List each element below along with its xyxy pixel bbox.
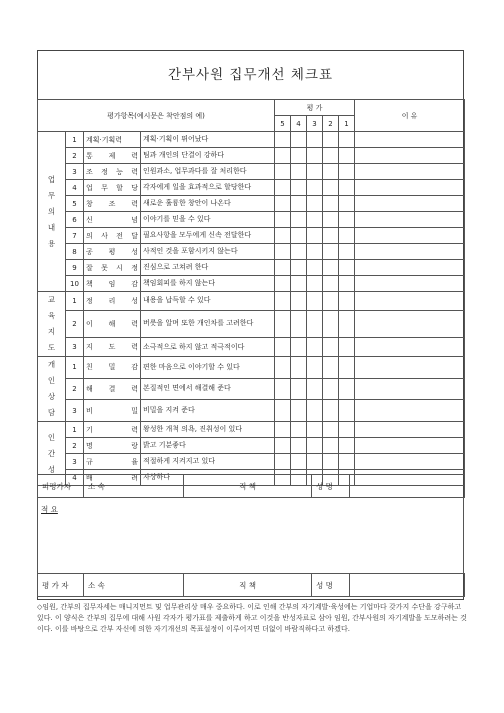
score-col-header: 5	[275, 116, 291, 132]
item-description: 왕성한 개척 의욕, 진취성이 있다	[141, 422, 275, 438]
item-name: 정 리 성	[84, 292, 141, 311]
group-label-char: 간	[47, 448, 56, 458]
item-description: 내용을 납득할 수 있다	[141, 292, 275, 311]
item-name: 창 조 력	[84, 196, 141, 212]
score-cell[interactable]	[339, 454, 355, 470]
score-cell[interactable]	[291, 310, 307, 338]
score-cell[interactable]	[275, 228, 291, 244]
score-cell[interactable]	[291, 180, 307, 196]
item-number: 3	[66, 338, 84, 357]
score-cell[interactable]	[323, 148, 339, 164]
score-cell[interactable]	[307, 212, 323, 228]
item-number: 6	[66, 212, 84, 228]
item-description: 계획·기획이 뛰어났다	[141, 132, 275, 148]
opinion-box[interactable]	[37, 497, 464, 573]
item-name: 규 율	[84, 454, 141, 470]
table-row	[38, 310, 465, 338]
score-cell[interactable]	[339, 164, 355, 180]
score-cell[interactable]	[339, 292, 355, 311]
item-number: 4	[66, 470, 84, 486]
score-cell[interactable]	[323, 378, 339, 400]
item-description: 버릇을 알며 또한 개인차를 고려한다	[141, 310, 275, 338]
group-label	[38, 132, 66, 292]
score-cell[interactable]	[275, 180, 291, 196]
evaluator-row	[37, 573, 465, 597]
score-cell[interactable]	[291, 164, 307, 180]
group-label-char: 도	[47, 343, 56, 352]
reason-cell[interactable]	[355, 132, 465, 148]
reason-cell[interactable]	[355, 438, 465, 454]
items-header: 평가항목(예시문은 착안점의 예)	[38, 100, 275, 132]
score-cell[interactable]	[291, 244, 307, 260]
score-cell[interactable]	[339, 378, 355, 400]
score-cell[interactable]	[339, 276, 355, 292]
table-row	[38, 244, 465, 260]
table-row	[38, 357, 465, 379]
item-description: 팀과 개인의 단결이 강하다	[141, 148, 275, 164]
evaluatee-dept-label: 소 속	[84, 475, 184, 498]
score-cell[interactable]	[275, 260, 291, 276]
reason-cell[interactable]	[355, 357, 465, 379]
score-cell[interactable]	[291, 338, 307, 357]
evaluation-table	[37, 99, 465, 486]
score-cell[interactable]	[307, 148, 323, 164]
item-number: 10	[66, 276, 84, 292]
table-row	[38, 378, 465, 400]
group-label-char: 내	[47, 222, 56, 232]
evaluatee-position-label: 직 책	[184, 475, 312, 498]
item-name: 계획·기획력	[84, 132, 141, 148]
item-description: 책임회피를 하지 않는다	[141, 276, 275, 292]
score-cell[interactable]	[323, 276, 339, 292]
score-cell[interactable]	[275, 212, 291, 228]
reason-header: 이 유	[355, 100, 465, 132]
item-number: 1	[66, 357, 84, 379]
group-label-char: 용	[47, 238, 56, 248]
item-number: 1	[66, 292, 84, 311]
checklist-form	[37, 50, 464, 600]
item-number: 8	[66, 244, 84, 260]
evaluator-name-label: 성 명	[312, 574, 350, 597]
score-cell[interactable]	[339, 228, 355, 244]
group-label-char: 업	[47, 174, 56, 184]
item-description: 편한 마음으로 이야기할 수 있다	[141, 357, 275, 379]
score-cell[interactable]	[339, 400, 355, 422]
group-label-char: 인	[47, 432, 56, 442]
item-number: 5	[66, 196, 84, 212]
score-cell[interactable]	[323, 438, 339, 454]
item-name: 의 사 전 달	[84, 228, 141, 244]
group-label-char: 교	[47, 295, 56, 304]
score-cell[interactable]	[275, 357, 291, 379]
score-cell[interactable]	[323, 338, 339, 357]
score-cell[interactable]	[291, 148, 307, 164]
score-cell[interactable]	[307, 378, 323, 400]
score-cell[interactable]	[275, 244, 291, 260]
item-name: 기 력	[84, 422, 141, 438]
score-col-header: 4	[291, 116, 307, 132]
table-row	[38, 400, 465, 422]
item-description: 이야기를 믿을 수 있다	[141, 212, 275, 228]
score-cell[interactable]	[339, 338, 355, 357]
reason-cell[interactable]	[355, 196, 465, 212]
item-number: 1	[66, 132, 84, 148]
table-row	[38, 164, 465, 180]
group-label-char: 성	[47, 464, 56, 474]
score-cell[interactable]	[323, 310, 339, 338]
score-cell[interactable]	[307, 422, 323, 438]
score-cell[interactable]	[307, 338, 323, 357]
score-cell[interactable]	[291, 292, 307, 311]
item-number: 2	[66, 310, 84, 338]
item-name: 배 려	[84, 470, 141, 486]
evaluatee-label: 피평가자	[38, 475, 84, 498]
score-cell[interactable]	[323, 132, 339, 148]
item-number: 2	[66, 438, 84, 454]
score-cell[interactable]	[323, 212, 339, 228]
item-number: 3	[66, 400, 84, 422]
score-cell[interactable]	[275, 276, 291, 292]
reason-cell[interactable]	[355, 422, 465, 438]
score-cell[interactable]	[339, 422, 355, 438]
group-label-char: 개	[47, 360, 56, 369]
table-row	[38, 180, 465, 196]
item-description: 적절하게 지켜지고 있다	[141, 454, 275, 470]
item-name: 책 임 감	[84, 276, 141, 292]
score-cell[interactable]	[307, 180, 323, 196]
score-cell[interactable]	[275, 338, 291, 357]
score-cell[interactable]	[275, 422, 291, 438]
score-cell[interactable]	[291, 378, 307, 400]
group-label-char: 육	[47, 311, 56, 320]
item-name: 조 정 능 력	[84, 164, 141, 180]
score-cell[interactable]	[323, 422, 339, 438]
group-label-char: 무	[47, 190, 56, 200]
reason-cell[interactable]	[355, 260, 465, 276]
score-cell[interactable]	[323, 244, 339, 260]
group-label	[38, 292, 66, 357]
item-name: 이 해 력	[84, 310, 141, 338]
table-row	[38, 132, 465, 148]
group-label-char: 상	[47, 392, 56, 401]
score-col-header: 1	[339, 116, 355, 132]
score-cell[interactable]	[323, 164, 339, 180]
score-cell[interactable]	[307, 400, 323, 422]
score-cell[interactable]	[291, 438, 307, 454]
score-cell[interactable]	[323, 454, 339, 470]
evaluator-dept-label: 소 속	[84, 574, 184, 597]
item-name: 신 념	[84, 212, 141, 228]
score-cell[interactable]	[323, 228, 339, 244]
item-description: 비밀을 지켜 준다	[141, 400, 275, 422]
score-cell[interactable]	[307, 310, 323, 338]
reason-cell[interactable]	[355, 244, 465, 260]
score-cell[interactable]	[307, 228, 323, 244]
item-number: 9	[66, 260, 84, 276]
item-description: 인원과소, 업무과다를 잘 처리한다	[141, 164, 275, 180]
item-description: 각자에게 일을 효과적으로 할당한다	[141, 180, 275, 196]
evaluator-label: 평 가 자	[38, 574, 84, 597]
score-cell[interactable]	[275, 378, 291, 400]
item-name: 통 제 력	[84, 148, 141, 164]
group-label-char: 의	[47, 206, 56, 216]
item-number: 4	[66, 180, 84, 196]
group-label	[38, 357, 66, 422]
score-cell[interactable]	[307, 164, 323, 180]
item-description: 밝고 기분좋다	[141, 438, 275, 454]
score-cell[interactable]	[339, 148, 355, 164]
item-description: 진심으로 고쳐려 한다	[141, 260, 275, 276]
table-row	[38, 196, 465, 212]
score-cell[interactable]	[323, 196, 339, 212]
score-cell[interactable]	[323, 260, 339, 276]
reason-cell[interactable]	[355, 164, 465, 180]
item-name: 친 밀 감	[84, 357, 141, 379]
item-name: 비 밀	[84, 400, 141, 422]
evaluator-position-label: 직 책	[184, 574, 312, 597]
score-cell[interactable]	[339, 260, 355, 276]
table-row	[38, 260, 465, 276]
reason-cell[interactable]	[355, 454, 465, 470]
score-cell[interactable]	[307, 244, 323, 260]
evaluatee-name-field[interactable]	[350, 475, 465, 498]
score-cell[interactable]	[339, 196, 355, 212]
score-cell[interactable]	[275, 196, 291, 212]
footnote: ◇임원, 간부의 집무자세는 매니지먼트 및 업무관리상 매우 중요하다. 이로 인해 간부의 자기계발·육성에는 기업마다 갖가지 수단을 강구하고 있다. 이 양식은 간부의 집무에 대해 사원 각자가 평가표를 제출하게 하고 이것을 반성자료로 삼아 임원, 간부사원의 자기계발을 도모하려는 것이다. 이를 바탕으로 간부 자신에 의한 자기개선의 목표설정이 이루어지면 더없이 바람직하다고 하겠다.	[37, 603, 467, 633]
reason-cell[interactable]	[355, 310, 465, 338]
score-cell[interactable]	[323, 357, 339, 379]
opinion-label: 적 요	[41, 505, 58, 514]
table-row	[38, 338, 465, 357]
score-cell[interactable]	[275, 438, 291, 454]
reason-cell[interactable]	[355, 338, 465, 357]
score-cell[interactable]	[275, 454, 291, 470]
score-cell[interactable]	[291, 276, 307, 292]
score-cell[interactable]	[275, 148, 291, 164]
table-row	[38, 212, 465, 228]
item-number: 7	[66, 228, 84, 244]
score-cell[interactable]	[291, 454, 307, 470]
reason-cell[interactable]	[355, 180, 465, 196]
reason-cell[interactable]	[355, 378, 465, 400]
score-cell[interactable]	[307, 196, 323, 212]
score-cell[interactable]	[339, 438, 355, 454]
item-description: 본질적인 면에서 해결해 준다	[141, 378, 275, 400]
score-cell[interactable]	[291, 357, 307, 379]
table-row	[38, 228, 465, 244]
score-cell[interactable]	[275, 400, 291, 422]
score-cell[interactable]	[291, 212, 307, 228]
score-cell[interactable]	[339, 310, 355, 338]
item-name: 해 결 력	[84, 378, 141, 400]
score-cell[interactable]	[307, 276, 323, 292]
item-number: 3	[66, 164, 84, 180]
score-cell[interactable]	[339, 212, 355, 228]
table-row	[38, 292, 465, 311]
score-cell[interactable]	[275, 132, 291, 148]
evaluator-name-field[interactable]	[350, 574, 465, 597]
item-description: 사적인 것을 포함시키지 않는다	[141, 244, 275, 260]
score-header: 평 가	[275, 100, 355, 116]
form-title: 간부사원 집무개선 체크표	[167, 67, 334, 83]
reason-cell[interactable]	[355, 400, 465, 422]
evaluatee-name-label: 성 명	[312, 475, 350, 498]
evaluatee-row	[37, 474, 465, 498]
score-cell[interactable]	[275, 164, 291, 180]
score-cell[interactable]	[339, 180, 355, 196]
score-cell[interactable]	[339, 244, 355, 260]
item-number: 1	[66, 422, 84, 438]
score-cell[interactable]	[323, 180, 339, 196]
reason-cell[interactable]	[355, 228, 465, 244]
item-number: 2	[66, 148, 84, 164]
group-label-char: 지	[47, 327, 56, 336]
score-cell[interactable]	[307, 260, 323, 276]
score-cell[interactable]	[291, 228, 307, 244]
item-name: 잘 못 시 정	[84, 260, 141, 276]
score-cell[interactable]	[291, 132, 307, 148]
table-row	[38, 422, 465, 438]
item-name: 공 평 성	[84, 244, 141, 260]
item-name: 업 무 할 당	[84, 180, 141, 196]
item-name: 명 랑	[84, 438, 141, 454]
score-cell[interactable]	[307, 357, 323, 379]
item-description: 자상하다	[141, 470, 275, 486]
score-cell[interactable]	[323, 400, 339, 422]
table-row	[38, 276, 465, 292]
group-label-char: 인	[47, 376, 56, 385]
score-cell[interactable]	[307, 292, 323, 311]
score-cell[interactable]	[307, 438, 323, 454]
score-cell[interactable]	[307, 454, 323, 470]
table-row	[38, 438, 465, 454]
score-cell[interactable]	[291, 260, 307, 276]
score-cell[interactable]	[291, 196, 307, 212]
item-description: 필요사항을 모두에게 신속 전달한다	[141, 228, 275, 244]
score-cell[interactable]	[291, 400, 307, 422]
reason-cell[interactable]	[355, 212, 465, 228]
reason-cell[interactable]	[355, 292, 465, 311]
reason-cell[interactable]	[355, 276, 465, 292]
score-cell[interactable]	[291, 422, 307, 438]
score-cell[interactable]	[339, 132, 355, 148]
score-col-header: 2	[323, 116, 339, 132]
score-cell[interactable]	[275, 310, 291, 338]
item-name: 지 도 력	[84, 338, 141, 357]
item-description: 새로운 훌륭한 창안이 나온다	[141, 196, 275, 212]
score-cell[interactable]	[275, 292, 291, 311]
item-number: 2	[66, 378, 84, 400]
item-description: 소극적으로 하지 않고 적극적이다	[141, 338, 275, 357]
table-row	[38, 148, 465, 164]
score-cell[interactable]	[323, 292, 339, 311]
item-number: 3	[66, 454, 84, 470]
table-row	[38, 454, 465, 470]
group-label-char: 담	[47, 408, 56, 417]
reason-cell[interactable]	[355, 148, 465, 164]
score-col-header: 3	[307, 116, 323, 132]
score-cell[interactable]	[307, 132, 323, 148]
score-cell[interactable]	[339, 357, 355, 379]
